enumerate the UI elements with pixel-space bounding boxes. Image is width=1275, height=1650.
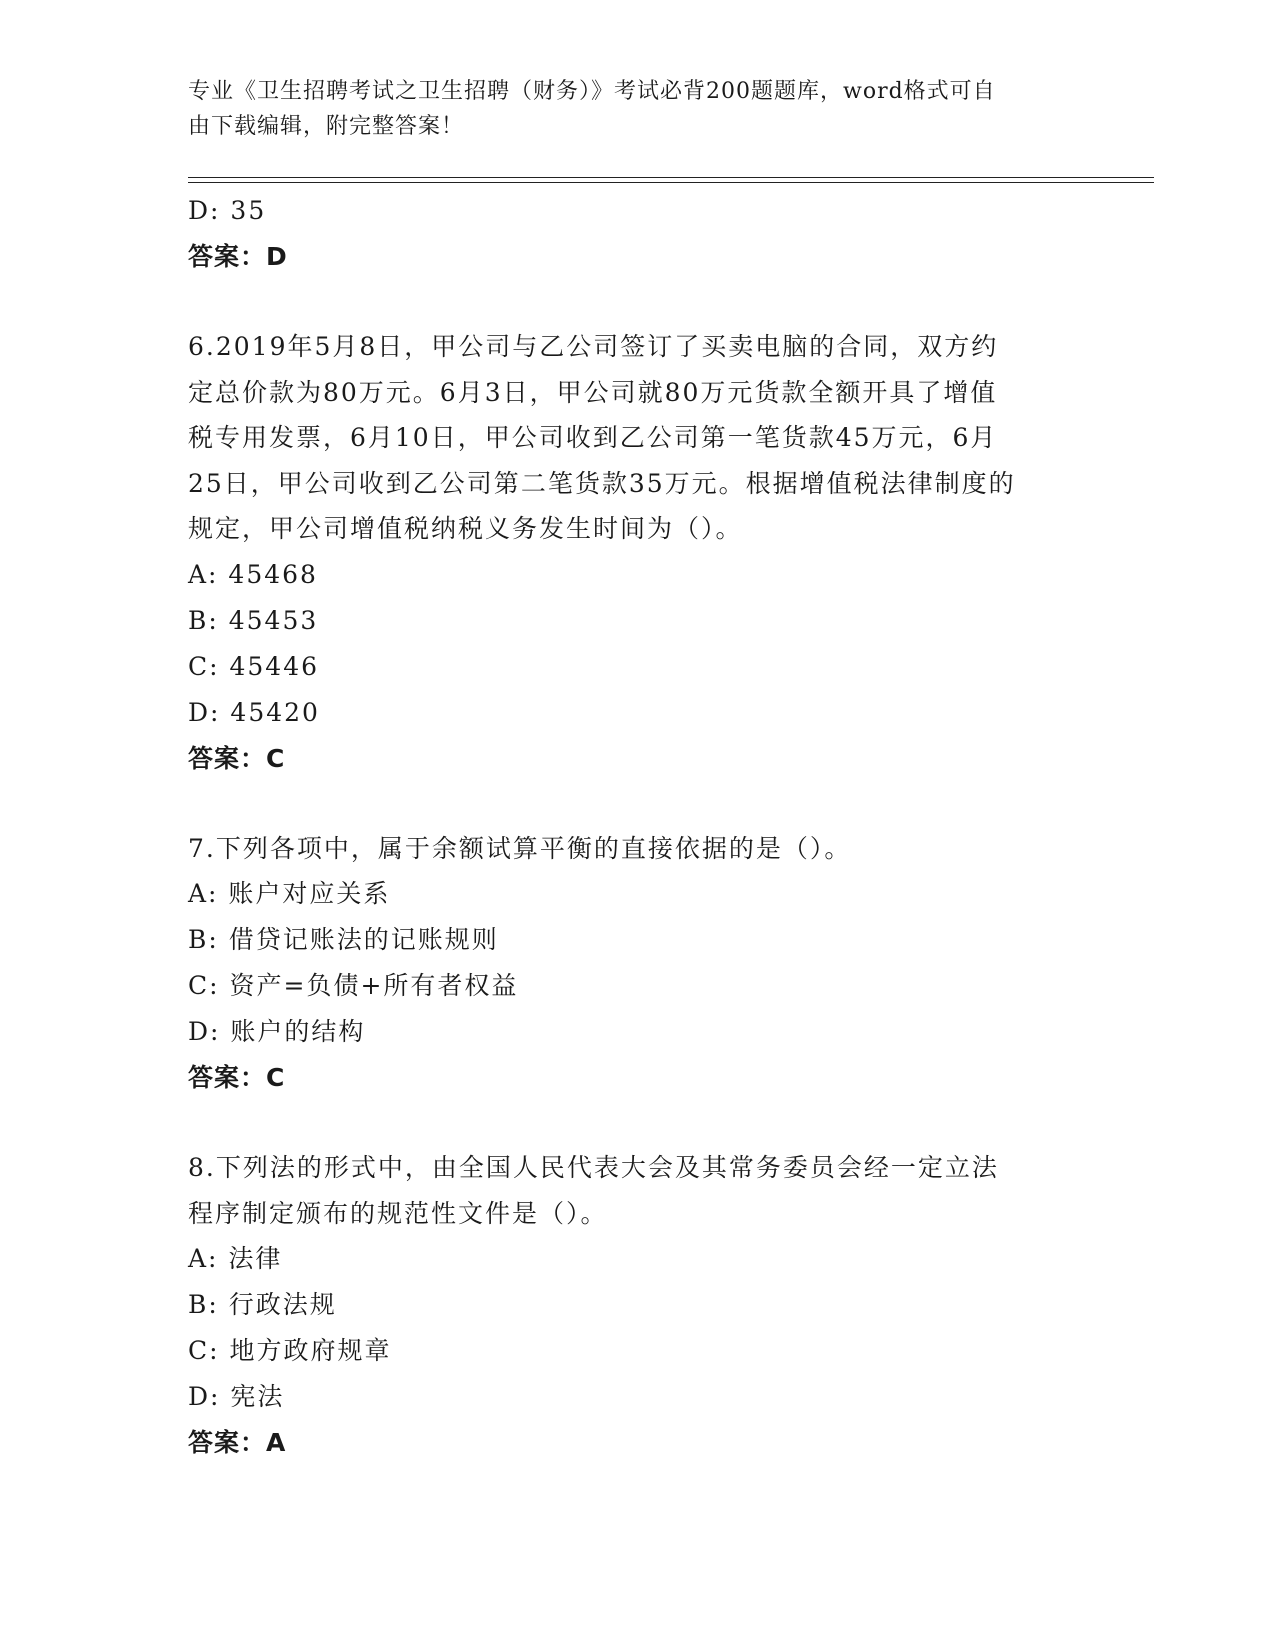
answer-label: 答案：D (188, 242, 288, 271)
option-c: C: 45446 (188, 651, 320, 681)
option-a: A: 账户对应关系 (188, 879, 391, 908)
stem-line: 7.下列各项中，属于余额试算平衡的直接依据的是（）。 (188, 833, 852, 863)
header-divider-top (188, 177, 1154, 178)
header-line-2: 由下载编辑，附完整答案！ (188, 114, 465, 139)
question-content (188, 188, 1088, 1466)
option-b: B: 行政法规 (188, 1290, 337, 1319)
option-c: C: 资产=负债+所有者权益 (188, 971, 519, 1000)
question-7 (188, 826, 1088, 1102)
option-a: A: 45468 (188, 559, 318, 589)
stem-line: 25日，甲公司收到乙公司第二笔货款35万元。根据增值税法律制度的 (188, 468, 1016, 498)
answer-label: 答案：C (188, 743, 286, 773)
page-header (188, 74, 1068, 144)
option-d: D: 宪法 (188, 1382, 285, 1411)
option-d: D: 账户的结构 (188, 1017, 366, 1046)
question-6 (188, 324, 1088, 782)
option-a: A: 法律 (188, 1244, 283, 1273)
stem-line: 规定，甲公司增值税纳税义务发生时间为（）。 (188, 514, 743, 543)
question-8 (188, 1145, 1088, 1466)
stem-line: 税专用发票，6月10日，甲公司收到乙公司第一笔货款45万元，6月 (188, 423, 998, 452)
answer-label: 答案：C (188, 1063, 286, 1092)
question-stem (188, 1145, 1088, 1236)
header-line-1: 专业《卫生招聘考试之卫生招聘（财务）》考试必背200题题库，word格式可自 (188, 79, 996, 104)
stem-line: 定总价款为80万元。6月3日，甲公司就80万元货款全额开具了增值 (188, 377, 998, 407)
option-d: D: 45420 (188, 697, 320, 727)
question-stem (188, 324, 1088, 552)
answer-label: 答案：A (188, 1428, 287, 1457)
stem-line: 8.下列法的形式中，由全国人民代表大会及其常务委员会经一定立法 (188, 1153, 999, 1182)
option-b: B: 借贷记账法的记账规则 (188, 925, 499, 954)
question-stem (188, 826, 1088, 872)
header-divider-bottom (188, 182, 1154, 183)
stem-line: 程序制定颁布的规范性文件是（）。 (188, 1198, 608, 1228)
stem-line: 6.2019年5月8日，甲公司与乙公司签订了买卖电脑的合同，双方约 (188, 332, 999, 361)
option-c: C: 地方政府规章 (188, 1336, 392, 1365)
question-5 (188, 188, 1088, 280)
option-d: D: 35 (188, 196, 267, 225)
option-b: B: 45453 (188, 605, 319, 635)
